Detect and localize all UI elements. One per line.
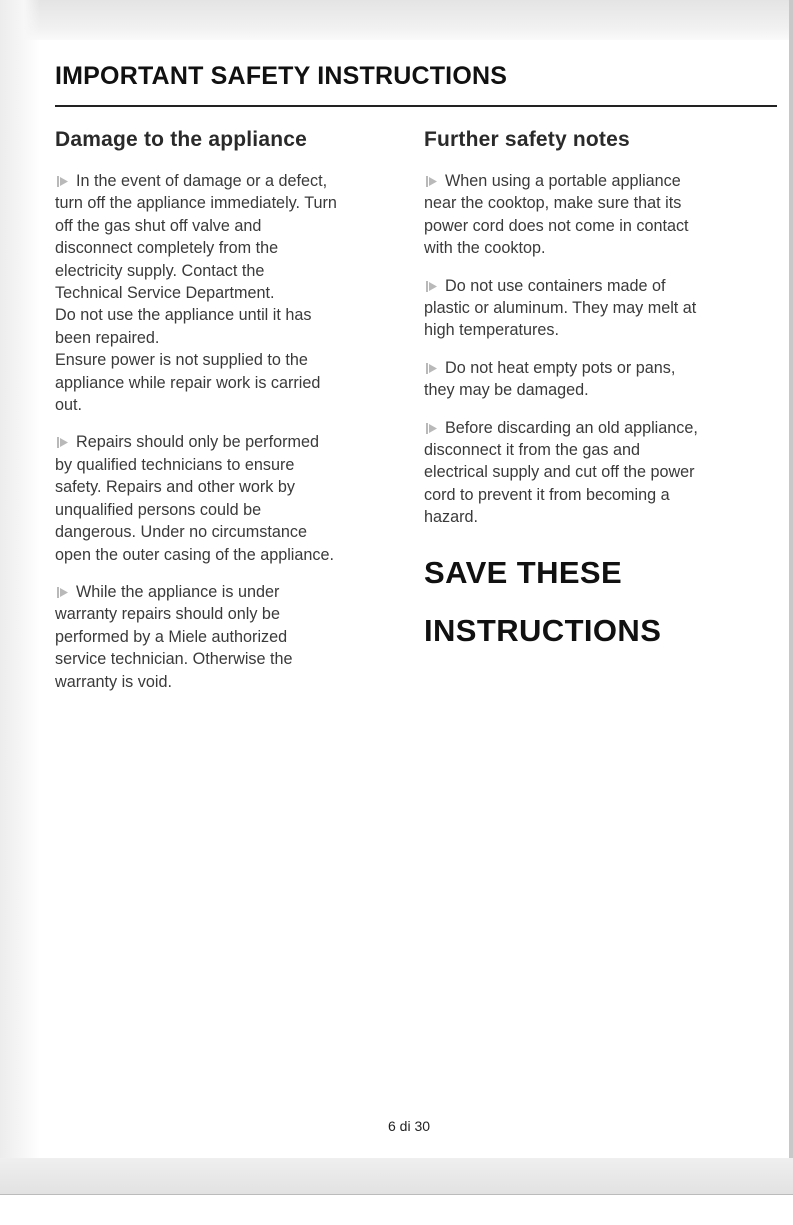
paragraph-line: out. <box>55 396 83 415</box>
arrow-bullet-icon <box>426 363 437 374</box>
paragraph-line: plastic or aluminum. They may melt at <box>424 299 697 318</box>
page-edge-line <box>0 1194 793 1195</box>
paragraph-line: Ensure power is not supplied to the <box>55 351 308 370</box>
save-notice-line: SAVE THESE <box>424 554 623 590</box>
arrow-bullet-icon <box>426 423 437 434</box>
paragraph-line: near the cooktop, make sure that its <box>424 194 682 213</box>
scan-edge-right <box>789 0 793 1225</box>
paragraph-line: by qualified technicians to ensure <box>55 455 295 474</box>
arrow-bullet-icon <box>426 176 437 187</box>
paragraph-line: performed by a Miele authorized <box>55 627 288 646</box>
page-title: IMPORTANT SAFETY INSTRUCTIONS <box>55 62 508 90</box>
safety-paragraph <box>55 170 405 416</box>
paragraph-line: been repaired. <box>55 328 160 347</box>
section-heading-further-notes: Further safety notes <box>424 128 630 151</box>
paragraph-line: electricity supply. Contact the <box>55 261 265 280</box>
further-notes-paragraphs <box>424 170 779 529</box>
paragraph-line: service technician. Otherwise the <box>55 650 293 669</box>
paragraph-line: Before discarding an old appliance, <box>424 417 779 439</box>
title-divider <box>55 105 777 107</box>
paragraph-line: safety. Repairs and other work by <box>55 478 295 497</box>
save-notice-line: INSTRUCTIONS <box>424 612 662 648</box>
paragraph-line: off the gas shut off valve and <box>55 216 262 235</box>
damage-paragraphs <box>55 170 405 693</box>
arrow-bullet-icon <box>57 437 68 448</box>
save-instructions-notice <box>424 544 779 660</box>
paragraph-line: Repairs should only be performed <box>55 431 405 453</box>
paragraph-line: high temperatures. <box>424 321 559 340</box>
page-number: 6 di 30 <box>388 1118 431 1134</box>
paragraph-line: unqualified persons could be <box>55 500 262 519</box>
safety-paragraph <box>424 357 779 402</box>
paragraph-line: Technical Service Department. <box>55 284 275 303</box>
safety-paragraph <box>424 275 779 342</box>
paragraph-line: While the appliance is under <box>55 581 405 603</box>
arrow-bullet-icon <box>426 281 437 292</box>
paragraph-line: When using a portable appliance <box>424 170 779 192</box>
page-margin-strip <box>0 1194 793 1225</box>
paragraph-line: cord to prevent it from becoming a <box>424 485 670 504</box>
paragraph-line: power cord does not come in contact <box>424 216 689 235</box>
safety-paragraph <box>55 581 405 693</box>
section-heading-damage: Damage to the appliance <box>55 128 307 151</box>
paragraph-line: disconnect completely from the <box>55 239 279 258</box>
arrow-bullet-icon <box>57 176 68 187</box>
paragraph-line: disconnect it from the gas and <box>424 441 640 460</box>
paragraph-line: dangerous. Under no circumstance <box>55 523 307 542</box>
scan-shadow-bottom <box>0 1158 793 1194</box>
paragraph-line: open the outer casing of the appliance. <box>55 545 334 564</box>
paragraph-line: warranty repairs should only be <box>55 605 280 624</box>
paragraph-line: appliance while repair work is carried <box>55 373 321 392</box>
safety-paragraph <box>424 417 779 529</box>
safety-paragraph <box>55 431 405 565</box>
right-column <box>424 128 779 660</box>
paragraph-line: they may be damaged. <box>424 381 589 400</box>
paragraph-line: turn off the appliance immediately. Turn <box>55 194 337 213</box>
scan-shadow-top <box>0 0 793 40</box>
paragraph-line: electrical supply and cut off the power <box>424 463 695 482</box>
paragraph-line: hazard. <box>424 508 478 527</box>
scan-shadow-left <box>0 0 40 1225</box>
paragraph-line: with the cooktop. <box>424 239 546 258</box>
paragraph-line: Do not use containers made of <box>424 275 779 297</box>
paragraph-line: warranty is void. <box>55 672 172 691</box>
paragraph-line: Do not use the appliance until it has <box>55 306 312 325</box>
left-column <box>55 128 405 708</box>
safety-paragraph <box>424 170 779 260</box>
arrow-bullet-icon <box>57 587 68 598</box>
paragraph-line: In the event of damage or a defect, <box>55 170 405 192</box>
paragraph-line: Do not heat empty pots or pans, <box>424 357 779 379</box>
